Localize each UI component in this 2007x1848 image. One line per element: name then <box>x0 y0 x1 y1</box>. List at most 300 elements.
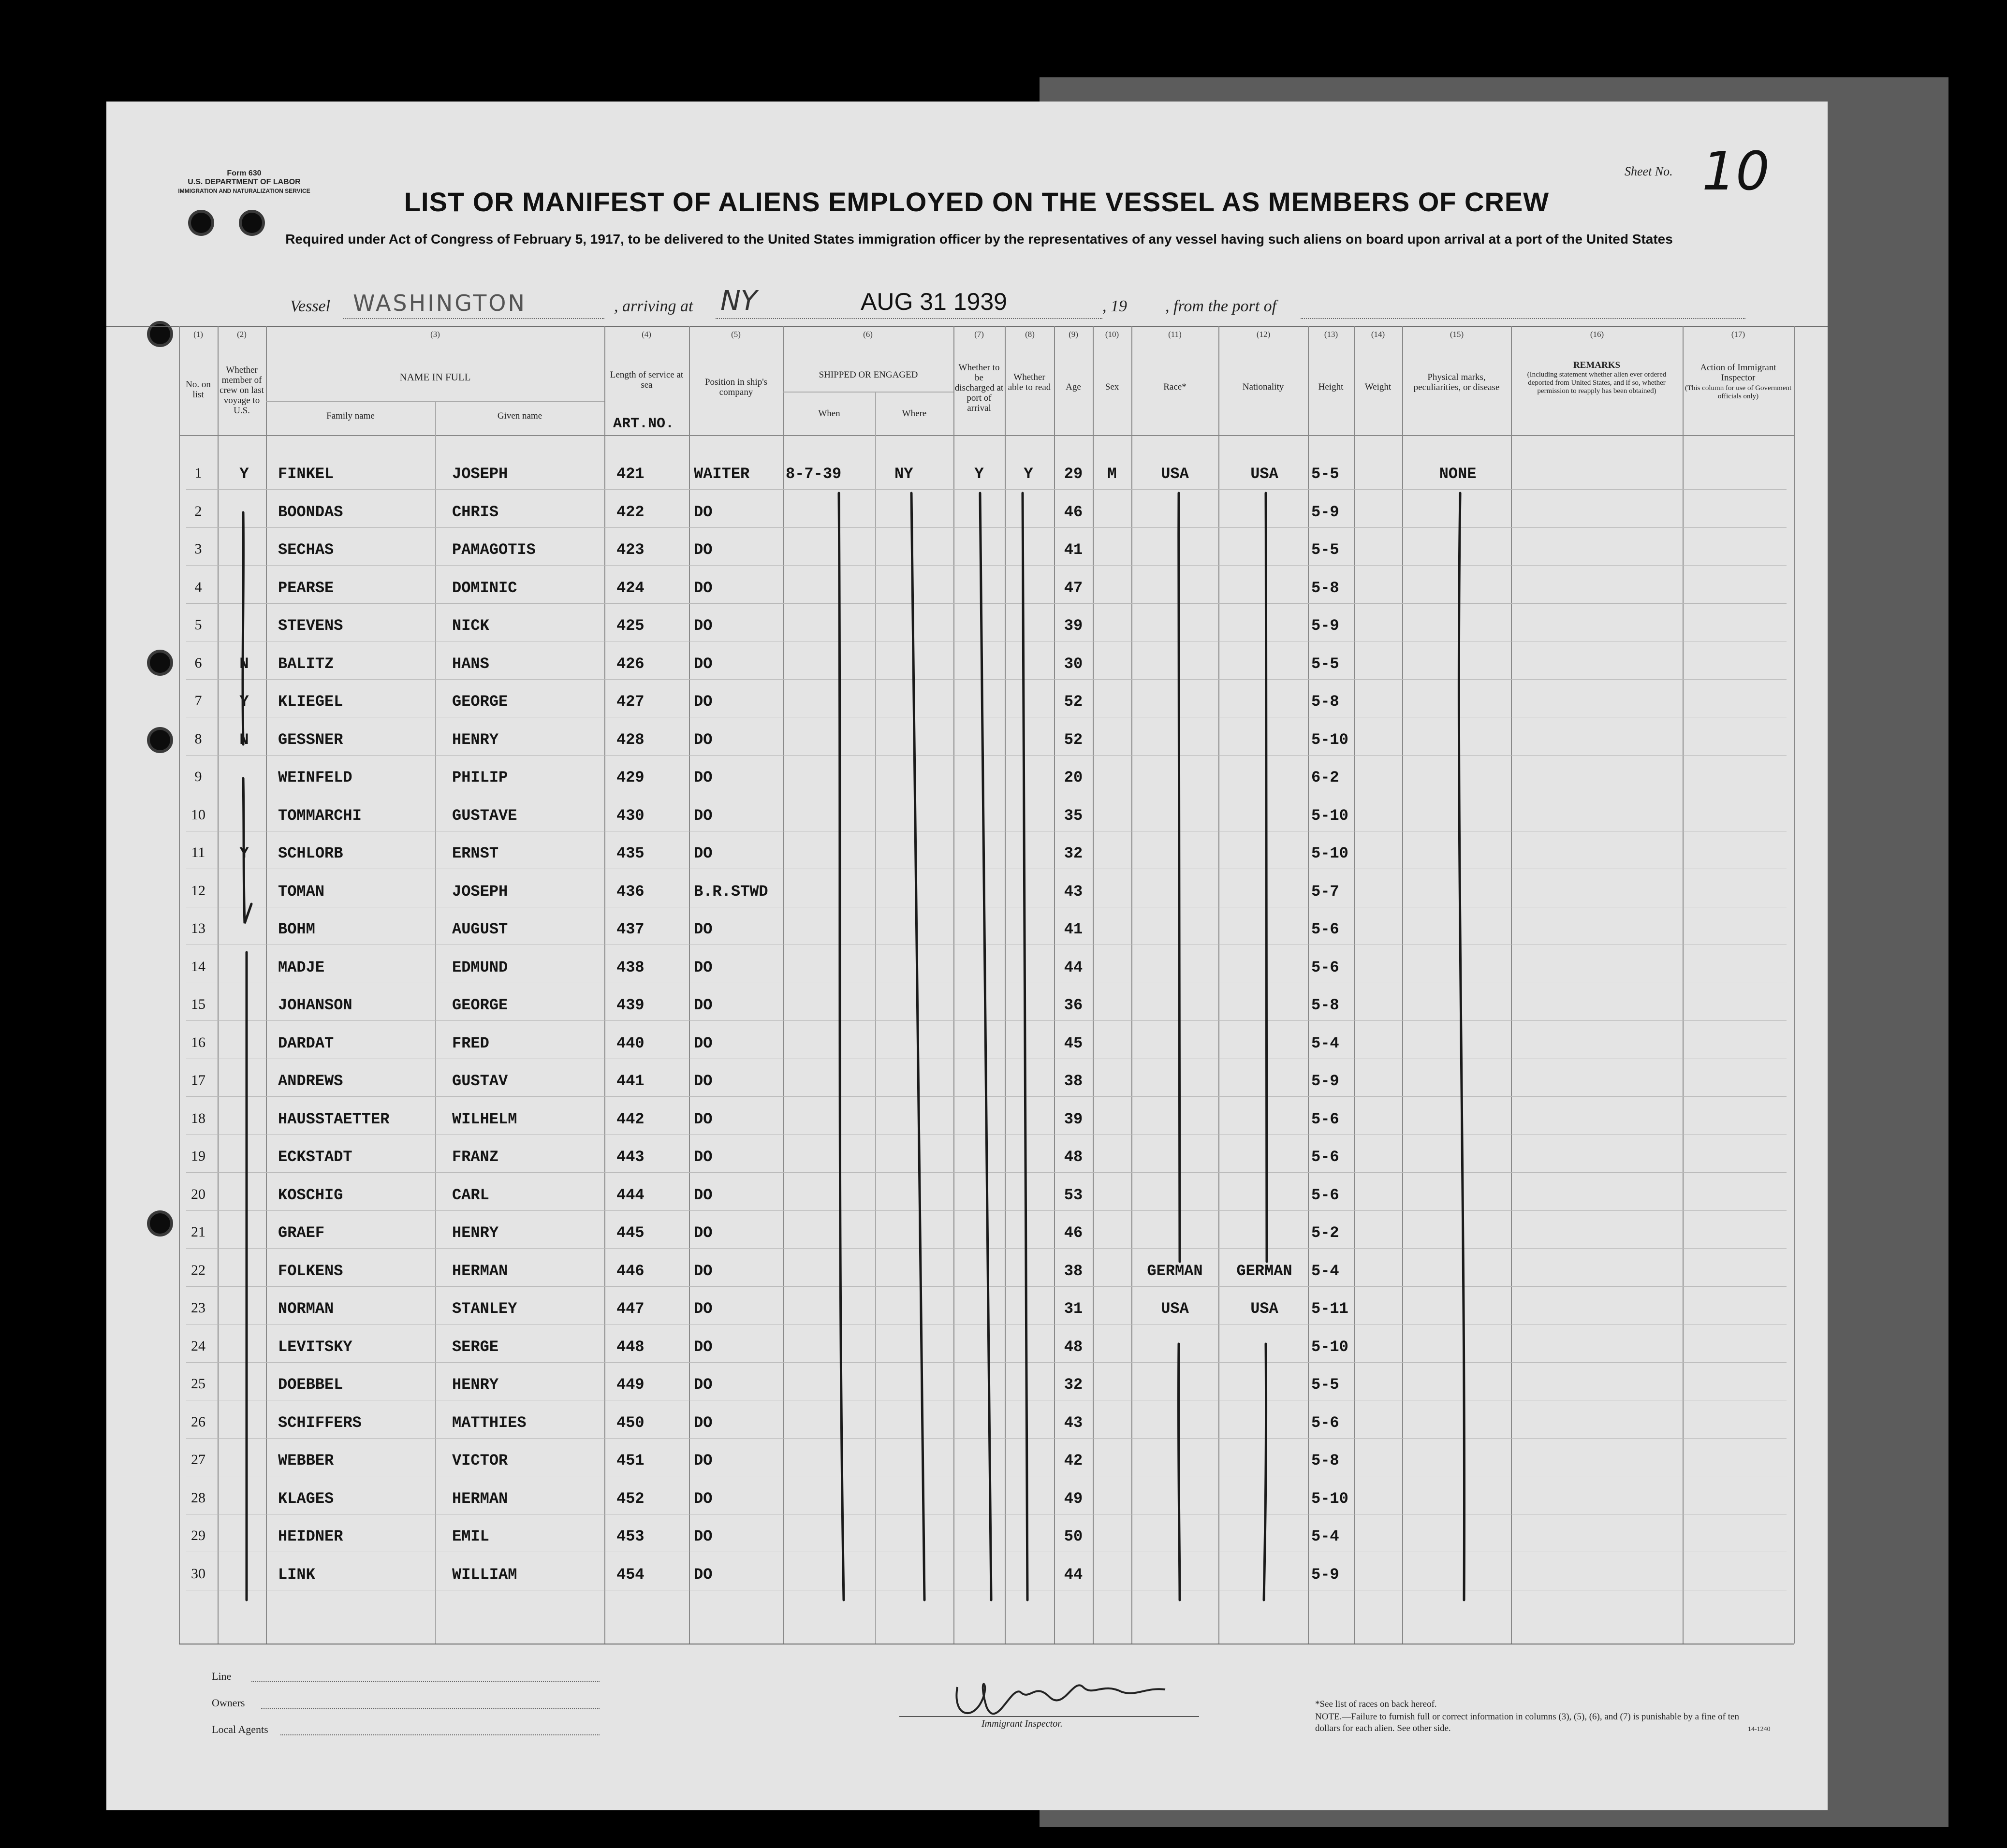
height: 5-11 <box>1311 1300 1348 1318</box>
form-number: Form 630 <box>227 169 262 177</box>
footer-agents-field <box>280 1734 600 1736</box>
form-code: 14-1240 <box>1748 1726 1771 1733</box>
given-name: FRANZ <box>452 1148 499 1166</box>
page-subtitle: Required under Act of Congress of February 5, 1917, to be delivered to the United States immigration officer by the representatives of any vessel having such aliens on board upon arrival at a port of the United States <box>285 232 1673 247</box>
date-stamp: AUG 31 1939 <box>861 288 1007 315</box>
col-header-last-voyage: Whether member of crew on last voyage to U.S. <box>220 365 264 416</box>
family-name: BOHM <box>278 920 315 938</box>
col-header-given-name: Given name <box>497 411 542 421</box>
row-number: 7 <box>194 693 202 709</box>
row-number: 3 <box>194 541 202 557</box>
row-number: 1 <box>194 465 202 481</box>
race: USA <box>1161 1300 1189 1318</box>
row-number: 10 <box>191 806 205 823</box>
from-port-label: , from the port of <box>1165 297 1277 315</box>
ditto-stroke <box>246 952 247 1600</box>
age: 39 <box>1064 1110 1083 1128</box>
art-number: 440 <box>616 1034 645 1052</box>
col-num-17: (17) <box>1731 330 1745 339</box>
height: 5-6 <box>1311 1148 1339 1166</box>
ditto-stroke <box>1179 493 1180 1262</box>
position: DO <box>694 1300 713 1318</box>
position: DO <box>694 579 713 597</box>
nationality: USA <box>1250 1300 1278 1318</box>
height: 5-5 <box>1311 465 1339 483</box>
col-header-physical-marks: Physical marks, peculiarities, or disease <box>1413 372 1500 393</box>
family-name: FOLKENS <box>278 1262 343 1280</box>
given-name: JOSEPH <box>452 465 508 483</box>
position: DO <box>694 1413 713 1432</box>
height: 5-7 <box>1311 882 1339 901</box>
position: DO <box>694 844 713 862</box>
height: 6-2 <box>1311 769 1339 786</box>
family-name: LEVITSKY <box>278 1338 352 1356</box>
art-number: 423 <box>616 541 645 559</box>
age: 48 <box>1064 1148 1083 1166</box>
position: WAITER <box>694 465 750 483</box>
col-header-race: Race* <box>1163 382 1187 392</box>
given-name: NICK <box>452 617 489 635</box>
age: 31 <box>1064 1300 1083 1318</box>
position: B.R.STWD <box>694 882 768 901</box>
manifest-page <box>106 102 1828 1810</box>
age: 52 <box>1064 730 1083 749</box>
col-header-age: Age <box>1066 382 1081 392</box>
page-title: LIST OR MANIFEST OF ALIENS EMPLOYED ON THE VESSEL AS MEMBERS OF CREW <box>404 187 1550 217</box>
art-number: 449 <box>616 1376 645 1394</box>
ditto-strokes <box>106 102 1828 1810</box>
col-header-remarks-detail: (Including statement whether alien ever ordered deported from United States, and if so, whether permission to reapply has been obtained) <box>1527 371 1667 395</box>
family-name: KLAGES <box>278 1489 334 1508</box>
age: 42 <box>1064 1452 1083 1470</box>
footer-agents-label: Local Agents <box>212 1723 268 1735</box>
art-number: 445 <box>616 1224 645 1242</box>
art-number: 447 <box>616 1300 645 1318</box>
footer-line-label: Line <box>212 1670 232 1682</box>
height: 5-10 <box>1311 1338 1348 1356</box>
col-header-height: Height <box>1318 382 1344 392</box>
age: 43 <box>1064 882 1083 901</box>
arriving-label: , arriving at <box>614 297 693 315</box>
shipped-when: 8-7-39 <box>786 465 842 483</box>
footer-line-field <box>251 1681 600 1683</box>
age: 29 <box>1064 465 1083 483</box>
vessel-label: Vessel <box>290 297 331 315</box>
row-number: 14 <box>191 958 205 975</box>
art-number: 453 <box>616 1528 645 1545</box>
family-name: DARDAT <box>278 1034 334 1052</box>
col-num-13: (13) <box>1324 330 1338 339</box>
position: DO <box>694 1489 713 1508</box>
position: DO <box>694 1034 713 1052</box>
row-number: 26 <box>191 1413 205 1430</box>
inspector-signature-line <box>899 1716 1199 1717</box>
position: DO <box>694 1565 713 1584</box>
given-name: GUSTAVE <box>452 806 517 825</box>
age: 44 <box>1064 1565 1083 1584</box>
given-name: GEORGE <box>452 996 508 1014</box>
age: 20 <box>1064 769 1083 786</box>
row-number: 16 <box>191 1034 205 1050</box>
given-name: STANLEY <box>452 1300 517 1318</box>
height: 5-2 <box>1311 1224 1339 1242</box>
service-name: IMMIGRATION AND NATURALIZATION SERVICE <box>178 188 310 194</box>
art-number: 450 <box>616 1413 645 1432</box>
given-name: HENRY <box>452 1224 499 1242</box>
art-number: 422 <box>616 503 645 521</box>
position: DO <box>694 693 713 711</box>
row-number: 21 <box>191 1224 205 1240</box>
inspector-label: Immigrant Inspector. <box>982 1718 1063 1729</box>
age: 38 <box>1064 1072 1083 1090</box>
art-number: 430 <box>616 806 645 825</box>
row-number: 9 <box>194 769 202 785</box>
family-name: WEINFELD <box>278 769 352 786</box>
given-name: HENRY <box>452 730 499 749</box>
family-name: BALITZ <box>278 655 334 673</box>
col-num-9: (9) <box>1069 330 1078 339</box>
row-number: 27 <box>191 1452 205 1468</box>
family-name: WEBBER <box>278 1452 334 1470</box>
age: 43 <box>1064 1413 1083 1432</box>
col-num-2: (2) <box>237 330 247 339</box>
last-voyage-mark: Y <box>239 693 249 711</box>
height: 5-5 <box>1311 655 1339 673</box>
given-name: JOSEPH <box>452 882 508 901</box>
age: 41 <box>1064 920 1083 938</box>
col-header-able-to-read: Whether able to read <box>1008 372 1051 393</box>
col-header-inspector-action: Action of Immigrant Inspector <box>1700 363 1776 383</box>
penalty-note: NOTE.—Failure to furnish full or correct information in columns (3), (5), (6), and (7) is punishable by a fine of ten dollars for each alien. See other side. <box>1315 1712 1739 1733</box>
art-number: 437 <box>616 920 645 938</box>
height: 5-6 <box>1311 958 1339 976</box>
given-name: HENRY <box>452 1376 499 1394</box>
position: DO <box>694 958 713 976</box>
sex: M <box>1107 465 1117 483</box>
height: 5-6 <box>1311 1110 1339 1128</box>
ditto-stroke <box>980 493 991 1600</box>
height: 5-8 <box>1311 996 1339 1014</box>
col-header-service: Length of service at sea <box>610 370 684 390</box>
row-number: 17 <box>191 1072 205 1088</box>
row-number: 22 <box>191 1262 205 1278</box>
art-number: 443 <box>616 1148 645 1166</box>
height: 5-10 <box>1311 806 1348 825</box>
last-voyage-mark: Y <box>239 465 249 483</box>
given-name: AUGUST <box>452 920 508 938</box>
given-name: VICTOR <box>452 1452 508 1470</box>
col-header-name: NAME IN FULL <box>399 371 471 383</box>
position: DO <box>694 730 713 749</box>
art-number: 425 <box>616 617 645 635</box>
position: DO <box>694 769 713 786</box>
department-name: U.S. DEPARTMENT OF LABOR <box>188 178 301 186</box>
col-num-6: (6) <box>863 330 873 339</box>
age: 52 <box>1064 693 1083 711</box>
height: 5-6 <box>1311 920 1339 938</box>
given-name: CARL <box>452 1186 489 1204</box>
age: 36 <box>1064 996 1083 1014</box>
art-number: 441 <box>616 1072 645 1090</box>
col-header-shipped: SHIPPED OR ENGAGED <box>819 370 918 380</box>
art-number: 428 <box>616 730 645 749</box>
row-number: 20 <box>191 1186 205 1202</box>
height: 5-9 <box>1311 503 1339 521</box>
row-number: 29 <box>191 1528 205 1543</box>
row-number: 4 <box>194 579 202 595</box>
age: 49 <box>1064 1489 1083 1508</box>
col-num-1: (1) <box>193 330 203 339</box>
row-number: 30 <box>191 1565 205 1582</box>
col-num-16: (16) <box>1590 330 1604 339</box>
col-header-no: No. on list <box>186 379 211 400</box>
given-name: HANS <box>452 655 489 673</box>
row-number: 8 <box>194 730 202 747</box>
family-name: SCHIFFERS <box>278 1413 362 1432</box>
given-name: CHRIS <box>452 503 499 521</box>
given-name: DOMINIC <box>452 579 517 597</box>
col-header-remarks: REMARKS <box>1573 360 1621 370</box>
family-name: TOMMARCHI <box>278 806 362 825</box>
height: 5-8 <box>1311 579 1339 597</box>
races-note: *See list of races on back hereof. <box>1315 1699 1437 1709</box>
discharged-mark: Y <box>974 465 984 483</box>
position: DO <box>694 1186 713 1204</box>
last-voyage-mark: N <box>239 730 249 749</box>
height: 5-10 <box>1311 1489 1348 1508</box>
col-header-position: Position in ship's company <box>704 377 768 397</box>
age: 41 <box>1064 541 1083 559</box>
position: DO <box>694 996 713 1014</box>
race: USA <box>1161 465 1189 483</box>
family-name: KOSCHIG <box>278 1186 343 1204</box>
art-number: 427 <box>616 693 645 711</box>
race: GERMAN <box>1147 1262 1203 1280</box>
col-num-10: (10) <box>1105 330 1119 339</box>
family-name: ANDREWS <box>278 1072 343 1090</box>
family-name: SCHLORB <box>278 844 343 862</box>
col-num-3: (3) <box>430 330 440 339</box>
row-number: 15 <box>191 996 205 1012</box>
art-number: 436 <box>616 882 645 901</box>
col-num-14: (14) <box>1371 330 1385 339</box>
physical-marks: NONE <box>1439 465 1477 483</box>
art-number: 439 <box>616 996 645 1014</box>
last-voyage-mark: Y <box>239 844 249 862</box>
row-number: 12 <box>191 882 205 899</box>
position: DO <box>694 617 713 635</box>
position: DO <box>694 1110 713 1128</box>
height: 5-4 <box>1311 1262 1339 1280</box>
col-num-15: (15) <box>1450 330 1464 339</box>
family-name: TOMAN <box>278 882 325 901</box>
col-num-7: (7) <box>974 330 984 339</box>
family-name: PEARSE <box>278 579 334 597</box>
last-voyage-mark: N <box>239 655 249 673</box>
col-header-weight: Weight <box>1364 382 1392 392</box>
sheet-number: 10 <box>1702 140 1770 202</box>
col-num-8: (8) <box>1025 330 1035 339</box>
age: 38 <box>1064 1262 1083 1280</box>
given-name: MATTHIES <box>452 1413 527 1432</box>
shipped-where: NY <box>894 465 913 483</box>
sheet-label: Sheet No. <box>1625 164 1673 178</box>
given-name: WILHELM <box>452 1110 517 1128</box>
col-header-art-no: ART.NO. <box>613 416 674 432</box>
height: 5-8 <box>1311 693 1339 711</box>
given-name: PAMAGOTIS <box>452 541 536 559</box>
row-number: 24 <box>191 1338 205 1354</box>
art-number: 435 <box>616 844 645 862</box>
art-number: 421 <box>616 465 645 483</box>
family-name: DOEBBEL <box>278 1376 343 1394</box>
family-name: BOONDAS <box>278 503 343 521</box>
position: DO <box>694 920 713 938</box>
given-name: HERMAN <box>452 1489 508 1508</box>
row-number: 23 <box>191 1300 205 1316</box>
ditto-stroke <box>1264 1344 1266 1600</box>
art-number: 429 <box>616 769 645 786</box>
ditto-stroke <box>1023 493 1027 1600</box>
position: DO <box>694 1452 713 1470</box>
given-name: SERGE <box>452 1338 499 1356</box>
col-num-4: (4) <box>642 330 651 339</box>
family-name: NORMAN <box>278 1300 334 1318</box>
age: 48 <box>1064 1338 1083 1356</box>
ditto-stroke <box>1459 493 1464 1600</box>
position: DO <box>694 655 713 673</box>
given-name: PHILIP <box>452 769 508 786</box>
art-number: 442 <box>616 1110 645 1128</box>
position: DO <box>694 1376 713 1394</box>
col-header-where: Where <box>902 408 927 419</box>
year-label: , 19 <box>1102 297 1127 315</box>
position: DO <box>694 1338 713 1356</box>
position: DO <box>694 1072 713 1090</box>
height: 5-4 <box>1311 1528 1339 1545</box>
age: 46 <box>1064 503 1083 521</box>
row-number: 25 <box>191 1376 205 1392</box>
age: 53 <box>1064 1186 1083 1204</box>
art-number: 438 <box>616 958 645 976</box>
family-name: HAUSSTAETTER <box>278 1110 390 1128</box>
height: 5-6 <box>1311 1186 1339 1204</box>
family-name: SECHAS <box>278 541 334 559</box>
age: 46 <box>1064 1224 1083 1242</box>
height: 5-5 <box>1311 541 1339 559</box>
family-name: LINK <box>278 1565 315 1584</box>
art-number: 446 <box>616 1262 645 1280</box>
ditto-stroke <box>1266 493 1268 1262</box>
col-num-5: (5) <box>731 330 741 339</box>
col-num-12: (12) <box>1256 330 1271 339</box>
able-to-read-mark: Y <box>1024 465 1033 483</box>
given-name: ERNST <box>452 844 499 862</box>
height: 5-9 <box>1311 1565 1339 1584</box>
row-number: 19 <box>191 1148 205 1164</box>
vessel-name: WASHINGTON <box>353 290 527 316</box>
art-number: 448 <box>616 1338 645 1356</box>
age: 45 <box>1064 1034 1083 1052</box>
family-name: HEIDNER <box>278 1528 343 1545</box>
position: DO <box>694 1148 713 1166</box>
given-name: GEORGE <box>452 693 508 711</box>
footer-owners-field <box>261 1708 600 1709</box>
position: DO <box>694 1224 713 1242</box>
given-name: EDMUND <box>452 958 508 976</box>
art-number: 454 <box>616 1565 645 1584</box>
art-number: 444 <box>616 1186 645 1204</box>
given-name: HERMAN <box>452 1262 508 1280</box>
family-name: FINKEL <box>278 465 334 483</box>
position: DO <box>694 503 713 521</box>
age: 39 <box>1064 617 1083 635</box>
col-header-when: When <box>818 408 840 419</box>
col-header-inspector-detail: (This column for use of Government officials only) <box>1685 384 1792 400</box>
height: 5-5 <box>1311 1376 1339 1394</box>
family-name: KLIEGEL <box>278 693 343 711</box>
row-number: 2 <box>194 503 202 519</box>
family-name: GESSNER <box>278 730 343 749</box>
family-name: MADJE <box>278 958 325 976</box>
col-header-sex: Sex <box>1105 382 1119 392</box>
arriving-port: NY <box>720 285 758 317</box>
position: DO <box>694 1528 713 1545</box>
family-name: JOHANSON <box>278 996 352 1014</box>
height: 5-10 <box>1311 844 1348 862</box>
age: 32 <box>1064 844 1083 862</box>
height: 5-8 <box>1311 1452 1339 1470</box>
age: 50 <box>1064 1528 1083 1545</box>
col-header-family-name: Family name <box>326 411 375 421</box>
age: 47 <box>1064 579 1083 597</box>
given-name: FRED <box>452 1034 489 1052</box>
row-number: 11 <box>191 844 205 860</box>
height: 5-4 <box>1311 1034 1339 1052</box>
nationality: GERMAN <box>1236 1262 1292 1280</box>
given-name: EMIL <box>452 1528 489 1545</box>
ditto-stroke <box>911 493 924 1600</box>
ditto-stroke <box>839 493 844 1600</box>
age: 44 <box>1064 958 1083 976</box>
row-number: 5 <box>194 617 202 633</box>
col-header-discharged: Whether to be discharged at port of arrival <box>954 363 1004 413</box>
height: 5-9 <box>1311 1072 1339 1090</box>
art-number: 452 <box>616 1489 645 1508</box>
inspector-signature <box>938 1658 1189 1731</box>
row-number: 13 <box>191 920 205 936</box>
given-name: GUSTAV <box>452 1072 508 1090</box>
family-name: STEVENS <box>278 617 343 635</box>
age: 30 <box>1064 655 1083 673</box>
footer-owners-label: Owners <box>212 1697 245 1709</box>
height: 5-10 <box>1311 730 1348 749</box>
row-number: 18 <box>191 1110 205 1126</box>
given-name: WILLIAM <box>452 1565 517 1584</box>
row-number: 28 <box>191 1489 205 1506</box>
ditto-stroke <box>243 778 251 923</box>
nationality: USA <box>1250 465 1278 483</box>
position: DO <box>694 1262 713 1280</box>
col-header-nationality: Nationality <box>1242 382 1284 392</box>
row-number: 6 <box>194 655 202 671</box>
art-number: 451 <box>616 1452 645 1470</box>
art-number: 426 <box>616 655 645 673</box>
height: 5-6 <box>1311 1413 1339 1432</box>
age: 32 <box>1064 1376 1083 1394</box>
family-name: ECKSTADT <box>278 1148 352 1166</box>
col-num-11: (11) <box>1168 330 1182 339</box>
